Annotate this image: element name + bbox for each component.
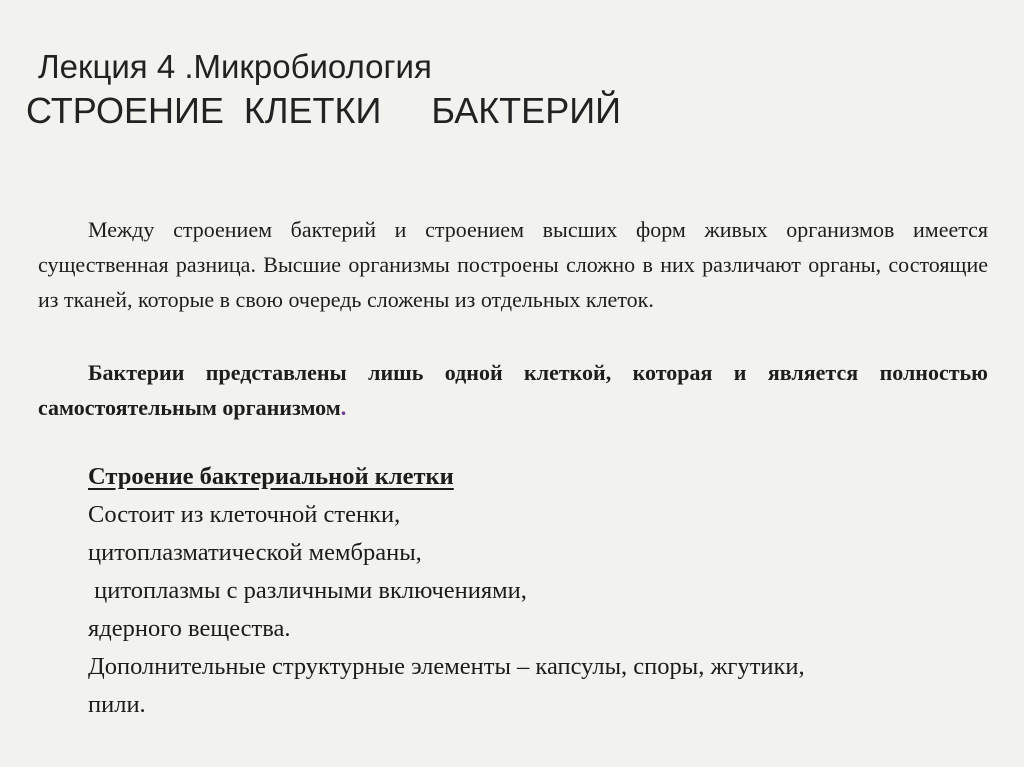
structure-additional-elements-cont: пили. (88, 691, 146, 718)
structure-item-cytoplasm: цитоплазмы с различными включениями, (88, 577, 527, 604)
structure-additional-elements: Дополнительные структурные элементы – капсулы, споры, жгутики, (88, 653, 805, 680)
structure-item-nucleus: ядерного вещества. (88, 615, 291, 642)
bacteria-paragraph-text: Бактерии представлены лишь одной клеткой, которая и является полностью самостоятельным организмом (38, 360, 988, 420)
slide-heading: СТРОЕНИЕ КЛЕТКИ БАКТЕРИЙ (26, 90, 621, 131)
cell-structure-heading: Строение бактериальной клетки (88, 463, 454, 490)
cell-structure-section (88, 458, 988, 724)
bacteria-paragraph (38, 355, 988, 425)
structure-item-membrane: цитоплазматической мембраны, (88, 539, 422, 566)
structure-item-cell-wall: Состоит из клеточной стенки, (88, 501, 401, 528)
intro-paragraph: Между строением бактерий и строением высших форм живых организмов имеется существенная разница. Высшие организмы построены сложно в них различают органы, состоящие из тканей, которые в свою очередь сложены из отдельных клеток. (38, 217, 988, 312)
lecture-title: Лекция 4 .Микробиология (38, 48, 432, 85)
bacteria-paragraph-period: . (340, 395, 347, 420)
